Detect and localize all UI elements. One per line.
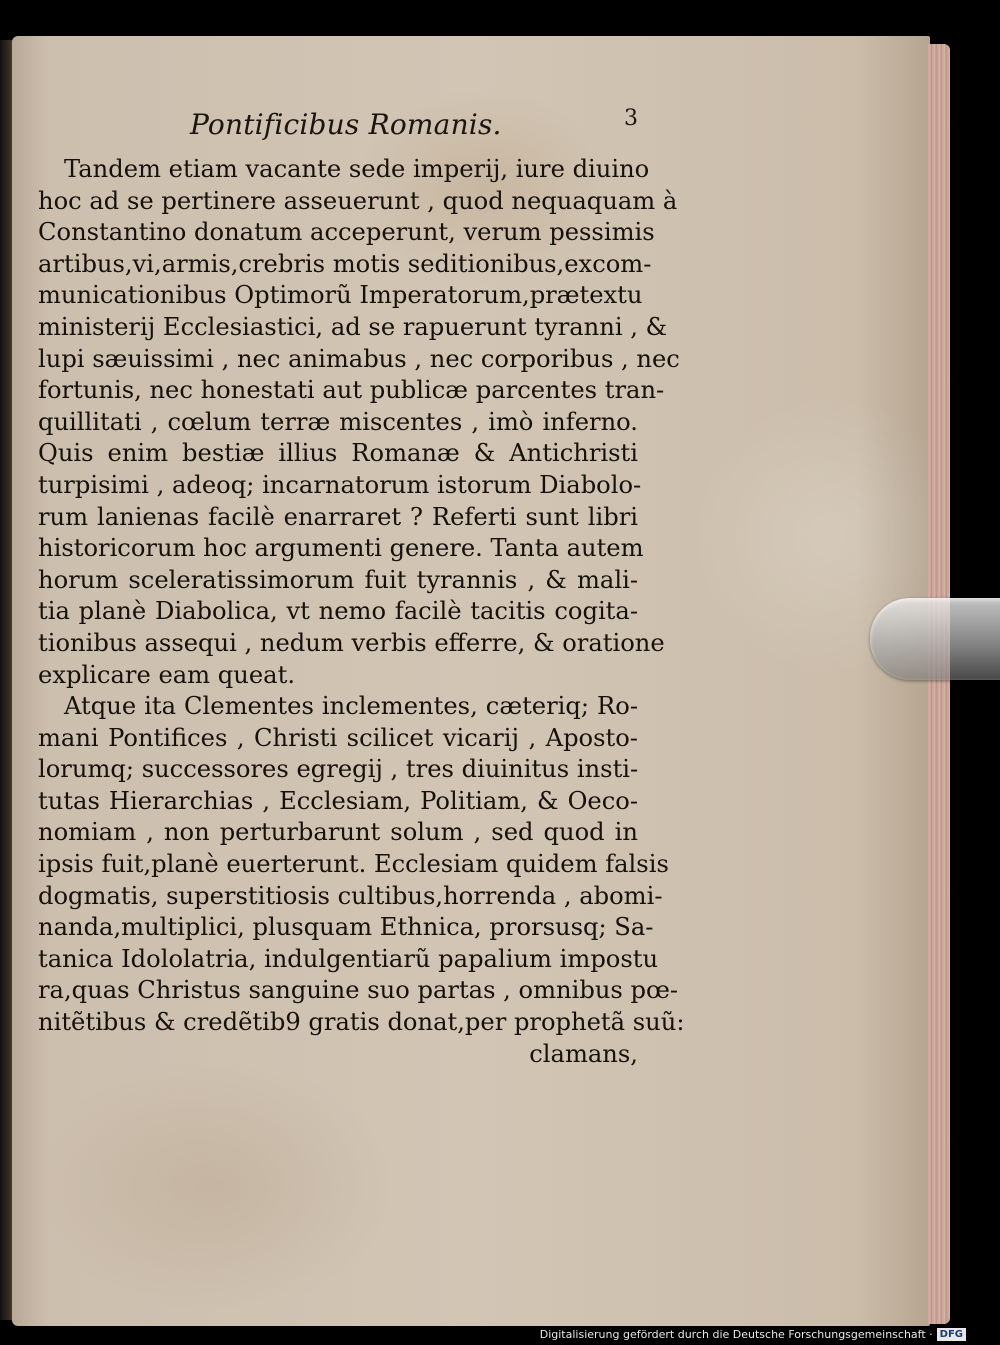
text-line: ministerij Ecclesiastici, ad se rapuerunt tyranni , & — [38, 312, 668, 341]
text-line: Atque ita Clementes inclementes, cæteriq; Ro- — [64, 692, 638, 721]
text-line: tutas Hierarchias , Ecclesiam, Politiam, & Oeco- — [38, 786, 638, 815]
text-line: nanda,multiplici, plusquam Ethnica, prorsusq; Sa- — [38, 913, 654, 942]
text-line: nomiam , non perturbarunt solum , sed quod in — [38, 818, 638, 847]
digitization-footer — [540, 1328, 966, 1341]
text-line: nitẽtibus & credẽtib9 gratis donat,per prophetã suũ: — [38, 1008, 685, 1037]
text-line: historicorum hoc argumenti genere. Tanta autem — [38, 534, 644, 563]
text-line: ipsis fuit,planè euerterunt. Ecclesiam quidem falsis — [38, 850, 669, 879]
text-line: tanica Idololatria, indulgentiarũ papalium impostu — [38, 944, 659, 973]
text-line: ra,quas Christus sanguine suo partas , omnibus pœ- — [38, 976, 679, 1005]
text-line: lupi sæuissimi , nec animabus , nec corporibus , nec — [38, 344, 680, 373]
text-line: lorumq; successores egregij , tres diuinitus insti- — [38, 755, 639, 784]
body-text — [38, 154, 685, 1070]
footer-text: Digitalisierung gefördert durch die Deutsche Forschungsgemeinschaft · — [539, 1328, 933, 1341]
text-line: turpisimi , adeoq; incarnatorum istorum Diabolo- — [38, 470, 642, 499]
page-number: 3 — [624, 106, 638, 131]
text-line: quillitati , cœlum terræ miscentes , imò inferno. — [38, 407, 638, 436]
text-line: tia planè Diabolica, vt nemo facilè tacitis cogita- — [38, 597, 638, 626]
text-line: horum sceleratissimorum fuit tyrannis , & mali- — [38, 565, 638, 594]
text-line: municationibus Optimorũ Imperatorum,prætextu — [38, 281, 643, 310]
text-line: dogmatis, superstitiosis cultibus,horrenda , abomi- — [38, 881, 663, 910]
running-head: Pontificibus Romanis. — [190, 108, 502, 141]
text-line: mani Pontifices , Christi scilicet vicarij , Aposto- — [38, 723, 638, 752]
text-line: artibus,vi,armis,crebris motis seditionibus,excom- — [38, 249, 652, 278]
text-line: Constantino donatum acceperunt, verum pessimis — [38, 218, 655, 247]
dfg-logo: DFG — [937, 1328, 966, 1341]
catchword: clamans, — [529, 1039, 638, 1068]
book-page — [12, 36, 930, 1326]
text-line: rum lanienas facilè enarraret ? Referti sunt libri — [38, 502, 638, 531]
text-line: Tandem etiam vacante sede imperij, iure diuino — [64, 155, 650, 183]
text-line: fortunis, nec honestati aut publicæ parcentes tran- — [38, 376, 665, 405]
text-line: explicare eam queat. — [38, 660, 296, 689]
text-line: tionibus assequi , nedum verbis efferre, & oratione — [38, 628, 665, 657]
page-edges — [928, 44, 950, 1324]
page-marker-tab — [870, 598, 1000, 680]
text-line: hoc ad se pertinere asseuerunt , quod nequaquam à — [38, 186, 678, 215]
text-line: Quis enim bestiæ illius Romanæ & Antichristi — [38, 439, 638, 468]
